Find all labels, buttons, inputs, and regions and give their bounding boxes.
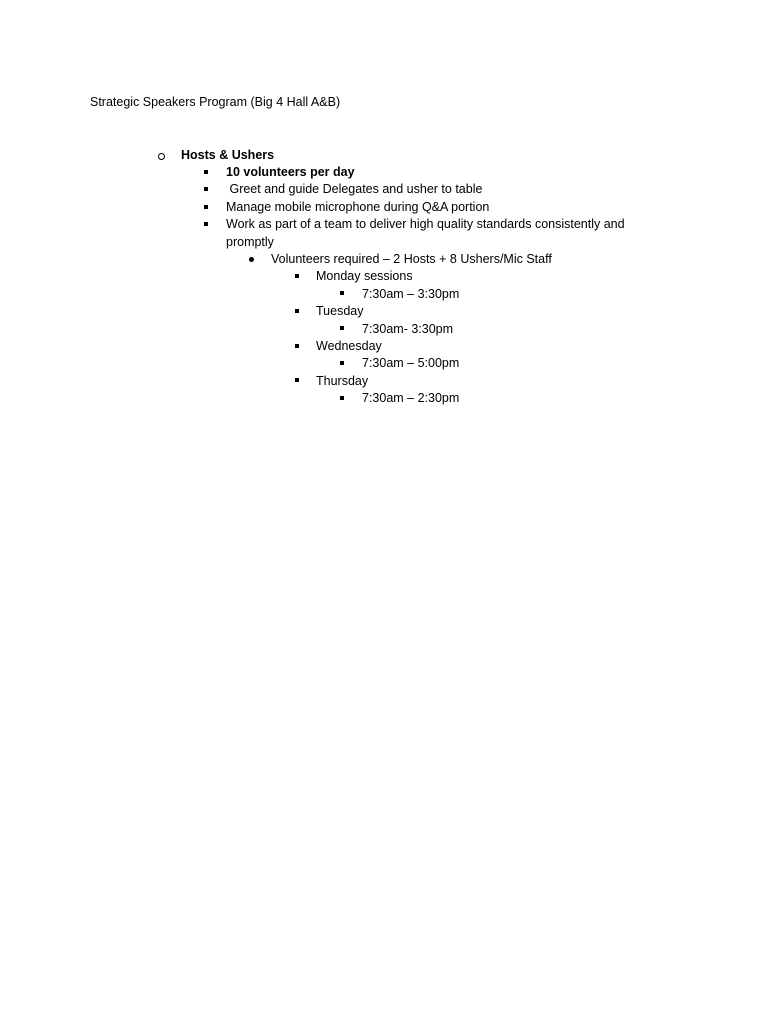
- schedule-day: Monday sessions: [316, 269, 413, 283]
- schedule-time: 7:30am – 3:30pm: [362, 287, 460, 301]
- square-bullet-icon: [295, 309, 299, 313]
- square-bullet-icon: [295, 344, 299, 348]
- volunteers-required: Volunteers required – 2 Hosts + 8 Ushers/Mic Staff: [271, 252, 552, 266]
- schedule-time: 7:30am – 2:30pm: [362, 391, 460, 405]
- schedule-time: 7:30am- 3:30pm: [362, 322, 454, 336]
- square-bullet-icon: [295, 274, 299, 278]
- list-item: 10 volunteers per day: [226, 165, 355, 179]
- square-bullet-icon: [295, 378, 299, 382]
- list-item: Work as part of a team to deliver high quality standards consistently and: [226, 217, 625, 231]
- square-bullet-icon: [204, 205, 208, 209]
- square-bullet-icon: [340, 326, 344, 330]
- square-bullet-icon: [340, 291, 344, 295]
- document-title: Strategic Speakers Program (Big 4 Hall A&B): [90, 95, 341, 109]
- schedule-time: 7:30am – 5:00pm: [362, 356, 460, 370]
- list-item: Manage mobile microphone during Q&A portion: [226, 200, 490, 214]
- open-circle-bullet-icon: [158, 153, 165, 160]
- square-bullet-icon: [340, 361, 344, 365]
- filled-circle-bullet-icon: [249, 257, 254, 262]
- list-item: Greet and guide Delegates and usher to table: [226, 182, 483, 196]
- square-bullet-icon: [204, 170, 208, 174]
- list-item-continuation: promptly: [226, 235, 274, 249]
- section-heading: Hosts & Ushers: [181, 148, 275, 162]
- schedule-day: Wednesday: [316, 339, 382, 353]
- square-bullet-icon: [204, 222, 208, 226]
- schedule-day: Thursday: [316, 374, 369, 388]
- square-bullet-icon: [204, 187, 208, 191]
- square-bullet-icon: [340, 396, 344, 400]
- schedule-day: Tuesday: [316, 304, 364, 318]
